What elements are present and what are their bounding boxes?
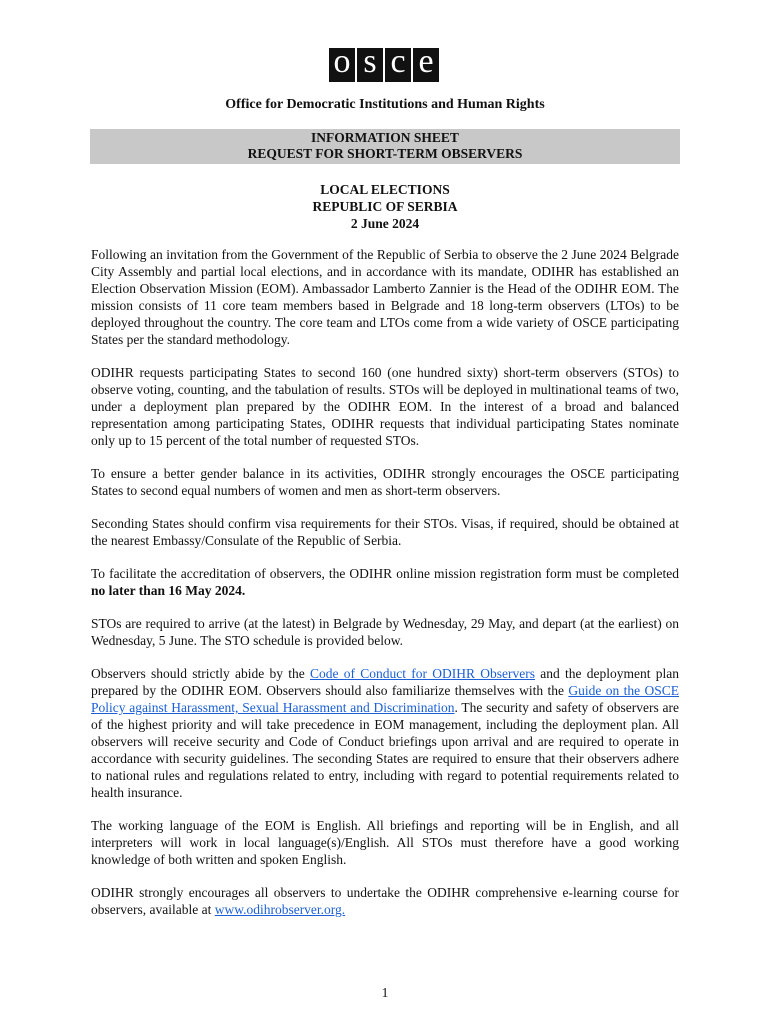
harassment-policy-link[interactable]: Guide on the OSCE Policy against Harassment, Sexual Harassment and Discrimination [91,683,679,715]
paragraph-5-text: To facilitate the accreditation of observers, the ODIHR online mission registration form must be completed [91,566,679,581]
logo-letter: c [385,48,411,82]
odihr-observer-link[interactable]: www.odihrobserver.org. [214,902,346,917]
paragraph-9-text: ODIHR strongly encourages all observers to undertake the ODIHR comprehensive e-learning course for observers, available at [91,885,679,917]
logo-letter: o [329,48,355,82]
event-line-1: LOCAL ELECTIONS [320,182,450,197]
paragraph-1: Following an invitation from the Government of the Republic of Serbia to observe the 2 June 2024 Belgrade City Assembly and partial local elections, and in accordance with its mandate, ODIHR has established an Election Observation Mission (EOM). Ambassador Lamberto Zannier is the Head of the ODIHR EOM. The mission consists of 11 core team members based in Belgrade and 18 long-term observers (LTOs) to be deployed throughout the country. The core team and LTOs come from a wide variety of OSCE participating States per the standard methodology. [91,247,679,347]
logo-letter: e [413,48,439,82]
paragraph-6: STOs are required to arrive (at the latest) in Belgrade by Wednesday, 29 May, and depart (at the earliest) on Wednesday, 5 June. The STO schedule is provided below. [91,616,679,648]
event-date: 2 June 2024 [350,216,420,231]
page-number: 1 [381,985,389,1000]
code-of-conduct-link[interactable]: Code of Conduct for ODIHR Observers [310,666,535,681]
paragraph-3: To ensure a better gender balance in its activities, ODIHR strongly encourages the OSCE participating States to second equal numbers of women and men as short-term observers. [91,466,679,498]
paragraph-7-text-a: Observers should strictly abide by the [91,666,310,681]
paragraph-2: ODIHR requests participating States to second 160 (one hundred sixty) short-term observers (STOs) to observe voting, counting, and the tabulation of results. STOs will be deployed in multinational teams of two, under a deployment plan prepared by the ODIHR EOM. In the interest of a broad and balanced representation among participating States, ODIHR requests that individual participating States nominate only up to 15 percent of the total number of requested STOs. [91,365,679,448]
paragraph-8: The working language of the EOM is English. All briefings and reporting will be in English, and all interpreters will work in local language(s)/English. All STOs must therefore have a good working knowledge of both written and spoken English. [91,818,679,867]
paragraph-4: Seconding States should confirm visa requirements for their STOs. Visas, if required, should be obtained at the nearest Embassy/Consulate of the Republic of Serbia. [91,516,679,548]
paragraph-7-text-b: and the deployment plan prepared by the ODIHR EOM. Observers should also familiarize themselves with the [91,666,679,698]
banner-line-2: REQUEST FOR SHORT-TERM OBSERVERS [247,146,523,161]
banner-line-1: INFORMATION SHEET [311,130,459,145]
event-heading [0,181,770,232]
paragraph-7-text-c: . The security and safety of observers are of the highest priority and will take precedence in EOM management, including the deployment plan. All observers will receive security and Code of Conduct briefings upon arrival and are required to operate in accordance with security guidelines. The seconding States are required to ensure that their observers adhere to national rules and regulations related to entry, including with regard to potential requirements related to health insurance. [91,700,679,800]
registration-deadline: no later than 16 May 2024. [91,583,246,598]
logo-letter: s [357,48,383,82]
event-line-2: REPUBLIC OF SERBIA [312,199,458,214]
paragraph-9 [91,884,679,918]
document-body [91,246,679,934]
osce-logo [329,43,439,82]
paragraph-5 [91,565,679,599]
paragraph-7 [91,665,679,801]
office-title: Office for Democratic Institutions and Human Rights [225,97,545,112]
info-banner [90,129,680,164]
